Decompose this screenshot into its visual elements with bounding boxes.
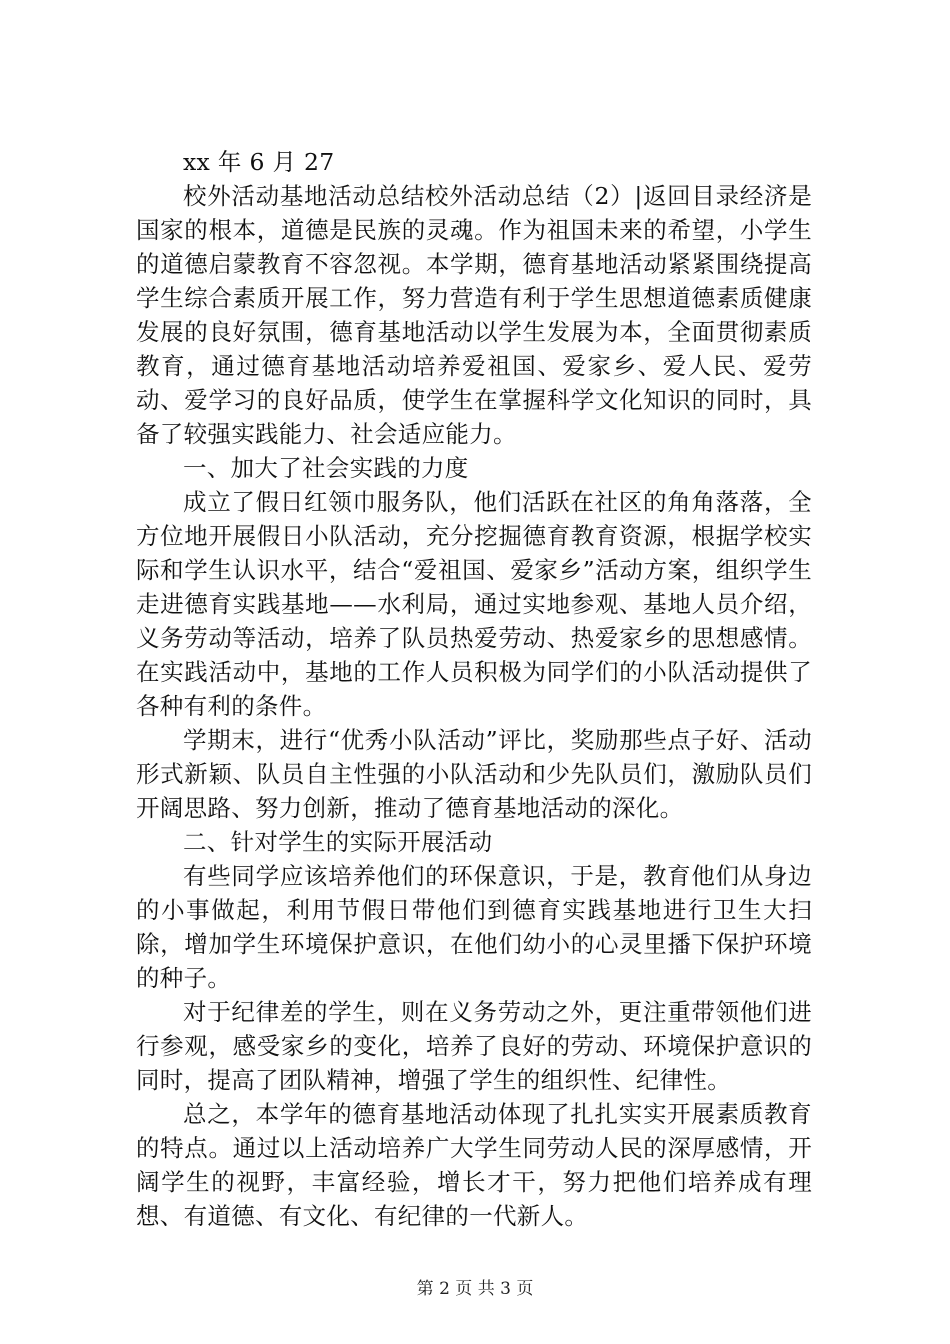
paragraph-discipline: 对于纪律差的学生，则在义务劳动之外，更注重带领他们进行参观，感受家乡的变化，培养了良好的劳动、环境保护意识的同时，提高了团队精神，增强了学生的组织性、纪律性。: [136, 998, 812, 1094]
section-heading-1: 一、加大了社会实践的力度: [183, 454, 469, 482]
paragraph-intro: 校外活动基地活动总结校外活动总结（2）|返回目录经济是国家的根本，道德是民族的灵魂。作为祖国未来的希望，小学生的道德启蒙教育不容忽视。本学期，德育基地活动紧紧围绕提高学生综合素质开展工作，努力营造有利于学生思想道德素质健康发展的良好氛围，德育基地活动以学生发展为本，全面贯彻素质教育，通过德育基地活动培养爱祖国、爱家乡、爱人民、爱劳动、爱学习的良好品质，使学生在掌握科学文化知识的同时，具备了较强实践能力、社会适应能力。: [136, 182, 812, 448]
paragraph-conclusion: 总之，本学年的德育基地活动体现了扎扎实实开展素质教育的特点。通过以上活动培养广大学生同劳动人民的深厚感情，开阔学生的视野，丰富经验，增长才干，努力把他们培养成有理想、有道德、有文化、有纪律的一代新人。: [136, 1100, 812, 1230]
paragraph-practice: 成立了假日红领巾服务队，他们活跃在社区的角角落落，全方位地开展假日小队活动，充分挖掘德育教育资源，根据学校实际和学生认识水平，结合“爱祖国、爱家乡”活动方案，组织学生走进德育实践基地——水利局，通过实地参观、基地人员介绍，义务劳动等活动，培养了队员热爱劳动、热爱家乡的思想感情。在实践活动中，基地的工作人员积极为同学们的小队活动提供了各种有利的条件。: [136, 488, 812, 720]
document-body: [136, 145, 812, 1233]
paragraph-evaluation: 学期末，进行“优秀小队活动”评比，奖励那些点子好、活动形式新颖、队员自主性强的小队活动和少先队员们，激励队员们开阔思路、努力创新，推动了德育基地活动的深化。: [136, 726, 812, 822]
page-footer: 第 2 页 共 3 页: [416, 1279, 534, 1299]
date-line: xx 年 6 月 27: [183, 148, 335, 176]
paragraph-environment: 有些同学应该培养他们的环保意识，于是，教育他们从身边的小事做起，利用节假日带他们到德育实践基地进行卫生大扫除，增加学生环境保护意识，在他们幼小的心灵里播下保护环境的种子。: [136, 862, 812, 992]
section-heading-2: 二、针对学生的实际开展活动: [183, 828, 493, 856]
